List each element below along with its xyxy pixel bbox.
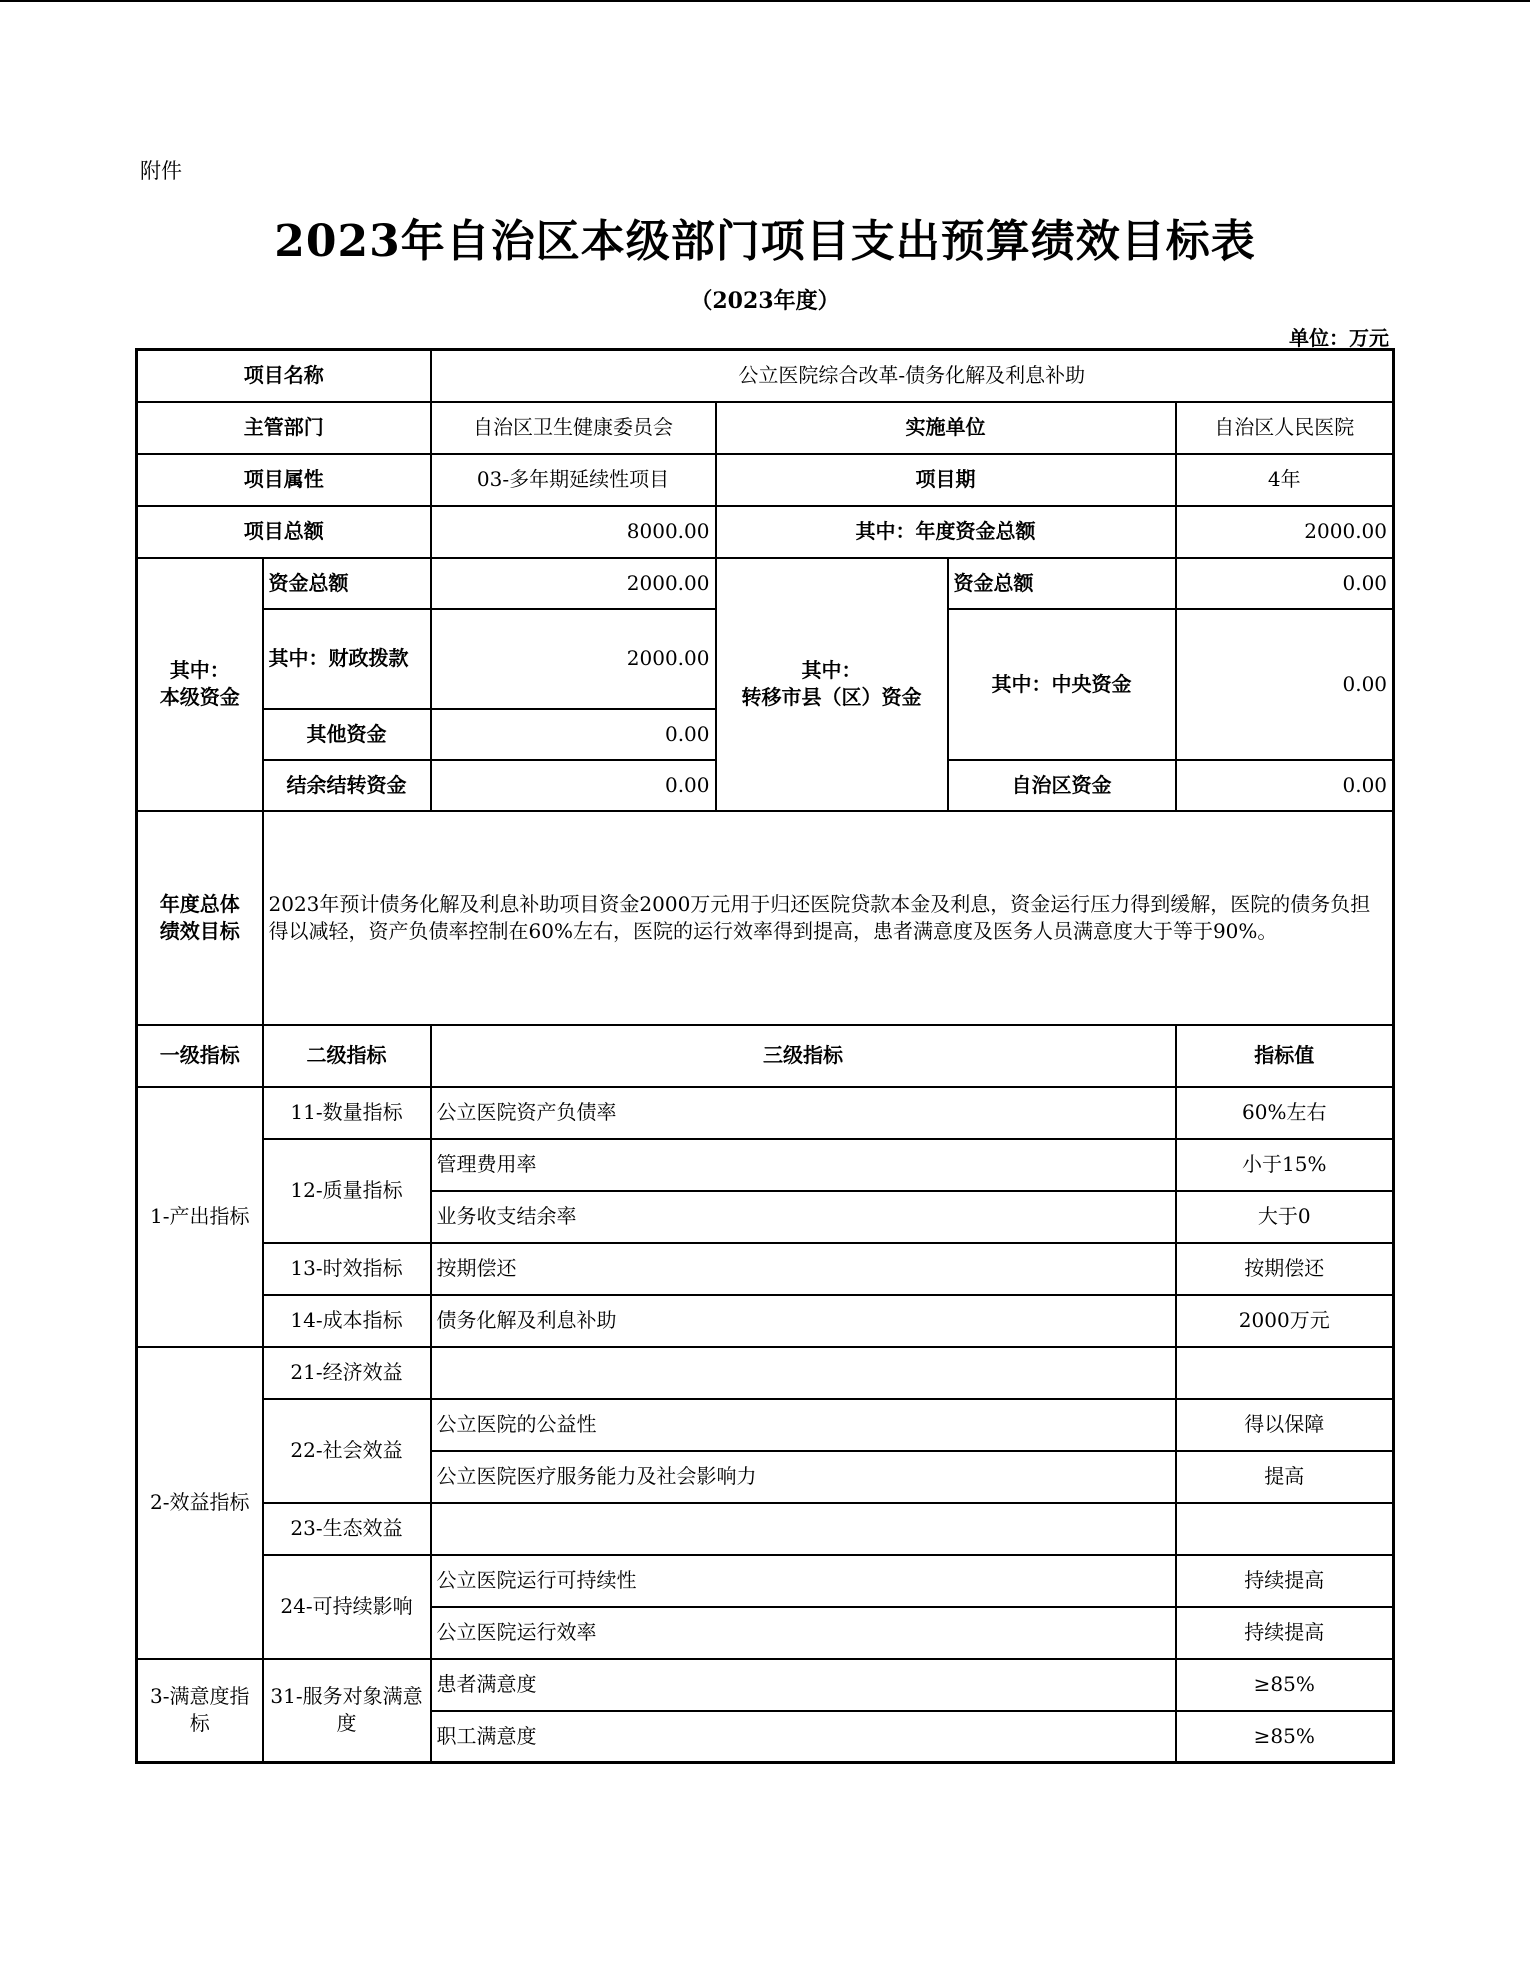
table-row bbox=[137, 1555, 1394, 1607]
unit-label: 单位：万元 bbox=[1289, 326, 1389, 350]
indicator-value: 大于0 bbox=[1176, 1191, 1394, 1243]
indicator-value: 60%左右 bbox=[1176, 1087, 1394, 1139]
impl-value: 自治区人民医院 bbox=[1176, 402, 1394, 454]
level2-timeliness: 13-时效指标 bbox=[263, 1243, 431, 1295]
other-value: 0.00 bbox=[431, 709, 716, 760]
level2-service-satisfaction: 31-服务对象满意度 bbox=[263, 1659, 431, 1763]
central-label: 其中：中央资金 bbox=[948, 609, 1176, 760]
goal-text: 2023年预计债务化解及利息补助项目资金2000万元用于归还医院贷款本金及利息，资金运行压力得到缓解，医院的债务负担得以减轻，资产负债率控制在60%左右，医院的运行效率得到提高，患者满意度及医务人员满意度大于等于90%。 bbox=[263, 811, 1394, 1025]
row-department bbox=[137, 402, 1394, 454]
level2-sustainable: 24-可持续影响 bbox=[263, 1555, 431, 1659]
local-funds-label: 其中： 本级资金 bbox=[137, 558, 263, 811]
level2-ecological: 23-生态效益 bbox=[263, 1503, 431, 1555]
region-value: 0.00 bbox=[1176, 760, 1394, 811]
indicator-value: 持续提高 bbox=[1176, 1607, 1394, 1659]
table-row bbox=[137, 1243, 1394, 1295]
transfer-funds-label: 其中： 转移市县（区）资金 bbox=[716, 558, 948, 811]
table-row bbox=[137, 1347, 1394, 1399]
indicator-value: 持续提高 bbox=[1176, 1555, 1394, 1607]
indicator-name: 公立医院医疗服务能力及社会影响力 bbox=[431, 1451, 1176, 1503]
central-value: 0.00 bbox=[1176, 609, 1394, 760]
annual-value: 2000.00 bbox=[1176, 506, 1394, 558]
indicator-name: 职工满意度 bbox=[431, 1711, 1176, 1763]
indicator-value: ≥85% bbox=[1176, 1711, 1394, 1763]
indicator-name: 公立医院的公益性 bbox=[431, 1399, 1176, 1451]
header-level2: 二级指标 bbox=[263, 1025, 431, 1087]
indicator-name: 公立医院资产负债率 bbox=[431, 1087, 1176, 1139]
transfer-total-label: 资金总额 bbox=[948, 558, 1176, 609]
row-project-name bbox=[137, 350, 1394, 402]
table-row bbox=[137, 1399, 1394, 1451]
indicator-value: 得以保障 bbox=[1176, 1399, 1394, 1451]
indicator-name: 业务收支结余率 bbox=[431, 1191, 1176, 1243]
table-row bbox=[137, 1503, 1394, 1555]
row-goal bbox=[137, 811, 1394, 1025]
indicator-value: 小于15% bbox=[1176, 1139, 1394, 1191]
header-level3: 三级指标 bbox=[431, 1025, 1176, 1087]
indicator-value bbox=[1176, 1503, 1394, 1555]
page-subtitle: （2023年度） bbox=[690, 288, 840, 314]
dept-label: 主管部门 bbox=[137, 402, 431, 454]
row-total bbox=[137, 506, 1394, 558]
dept-value: 自治区卫生健康委员会 bbox=[431, 402, 716, 454]
header-level1: 一级指标 bbox=[137, 1025, 263, 1087]
goal-label: 年度总体 绩效目标 bbox=[137, 811, 263, 1025]
project-name-value: 公立医院综合改革-债务化解及利息补助 bbox=[431, 350, 1394, 402]
annual-label: 其中：年度资金总额 bbox=[716, 506, 1176, 558]
header-value: 指标值 bbox=[1176, 1025, 1394, 1087]
total-label: 项目总额 bbox=[137, 506, 431, 558]
local-total-label: 资金总额 bbox=[263, 558, 431, 609]
table-row bbox=[137, 1295, 1394, 1347]
level2-quantity: 11-数量指标 bbox=[263, 1087, 431, 1139]
table-row bbox=[137, 1659, 1394, 1711]
transfer-total-value: 0.00 bbox=[1176, 558, 1394, 609]
period-value: 4年 bbox=[1176, 454, 1394, 506]
table-row bbox=[137, 1139, 1394, 1191]
carry-value: 0.00 bbox=[431, 760, 716, 811]
row-attribute bbox=[137, 454, 1394, 506]
level1-satisfaction: 3-满意度指标 bbox=[137, 1659, 263, 1763]
level2-quality: 12-质量指标 bbox=[263, 1139, 431, 1243]
period-label: 项目期 bbox=[716, 454, 1176, 506]
indicator-value bbox=[1176, 1347, 1394, 1399]
indicator-name: 债务化解及利息补助 bbox=[431, 1295, 1176, 1347]
level1-output: 1-产出指标 bbox=[137, 1087, 263, 1347]
attr-label: 项目属性 bbox=[137, 454, 431, 506]
indicator-name bbox=[431, 1347, 1176, 1399]
impl-label: 实施单位 bbox=[716, 402, 1176, 454]
level2-economic: 21-经济效益 bbox=[263, 1347, 431, 1399]
indicator-name: 公立医院运行可持续性 bbox=[431, 1555, 1176, 1607]
level2-social: 22-社会效益 bbox=[263, 1399, 431, 1503]
performance-target-table bbox=[135, 348, 1395, 1764]
finance-value: 2000.00 bbox=[431, 609, 716, 709]
attachment-label: 附件 bbox=[140, 159, 182, 183]
indicator-name: 按期偿还 bbox=[431, 1243, 1176, 1295]
indicator-header-row bbox=[137, 1025, 1394, 1087]
row-funds-total bbox=[137, 558, 1394, 609]
level1-benefit: 2-效益指标 bbox=[137, 1347, 263, 1659]
indicator-name bbox=[431, 1503, 1176, 1555]
other-label: 其他资金 bbox=[263, 709, 431, 760]
carry-label: 结余结转资金 bbox=[263, 760, 431, 811]
total-value: 8000.00 bbox=[431, 506, 716, 558]
page-title: 2023年自治区本级部门项目支出预算绩效目标表 bbox=[274, 216, 1256, 267]
project-name-label: 项目名称 bbox=[137, 350, 431, 402]
region-label: 自治区资金 bbox=[948, 760, 1176, 811]
indicator-name: 患者满意度 bbox=[431, 1659, 1176, 1711]
level2-cost: 14-成本指标 bbox=[263, 1295, 431, 1347]
top-border-line bbox=[0, 0, 1530, 2]
local-total-value: 2000.00 bbox=[431, 558, 716, 609]
indicator-name: 公立医院运行效率 bbox=[431, 1607, 1176, 1659]
indicator-name: 管理费用率 bbox=[431, 1139, 1176, 1191]
finance-label: 其中：财政拨款 bbox=[263, 609, 431, 709]
table-row bbox=[137, 1087, 1394, 1139]
indicator-value: 提高 bbox=[1176, 1451, 1394, 1503]
attr-value: 03-多年期延续性项目 bbox=[431, 454, 716, 506]
indicator-value: 2000万元 bbox=[1176, 1295, 1394, 1347]
indicator-value: 按期偿还 bbox=[1176, 1243, 1394, 1295]
indicator-value: ≥85% bbox=[1176, 1659, 1394, 1711]
